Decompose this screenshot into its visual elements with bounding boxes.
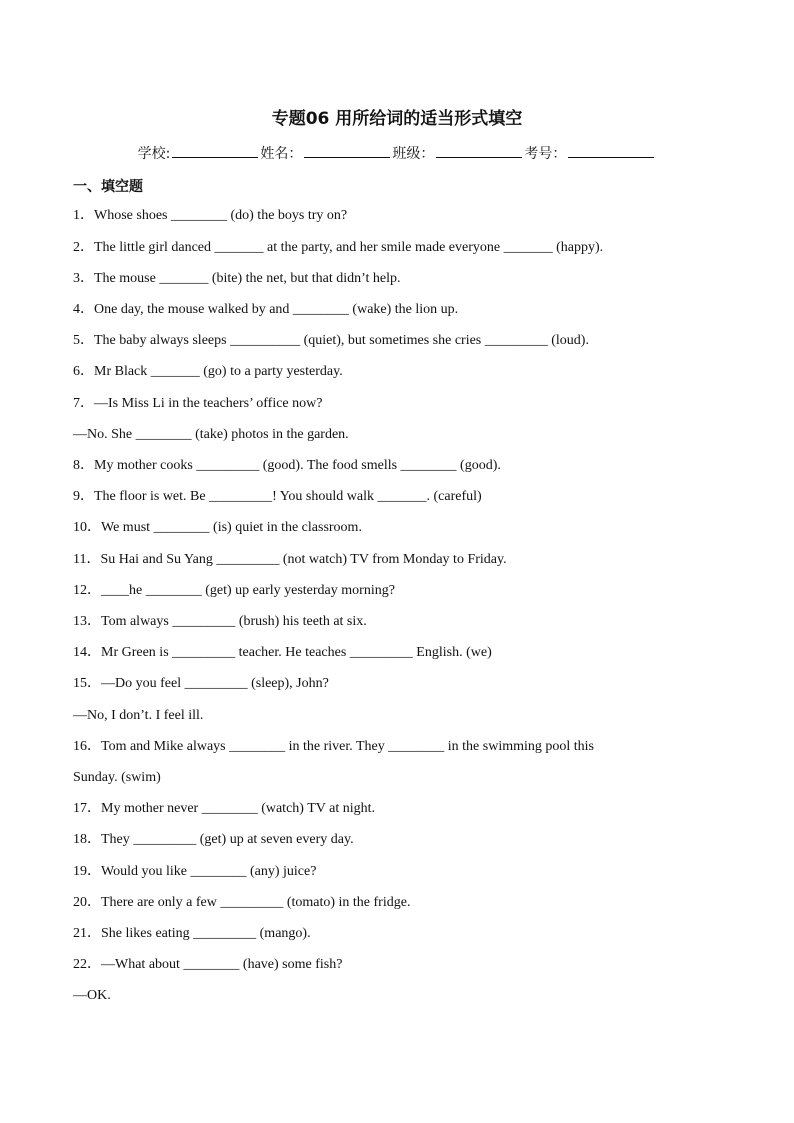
- question-line: 14．Mr Green is _________ teacher. He teaches _________ English. (we): [73, 645, 492, 660]
- exam-number-label: 考号：: [524, 146, 567, 162]
- name-label: 姓名：: [260, 146, 303, 162]
- question-line: —No. She ________ (take) photos in the garden.: [73, 427, 349, 442]
- class-label: 班级：: [392, 146, 435, 162]
- question-line: 2．The little girl danced _______ at the party, and her smile made everyone _______ (happy).: [73, 240, 604, 255]
- name-field: [260, 143, 392, 163]
- question-line: 21．She likes eating _________ (mango).: [73, 926, 311, 941]
- class-field: [392, 143, 524, 163]
- question-line: Sunday. (swim): [73, 770, 161, 785]
- question-line: —OK.: [73, 988, 111, 1003]
- question-line: 18．They _________ (get) up at seven every day.: [73, 832, 354, 847]
- question-line: 22．—What about ________ (have) some fish?: [73, 957, 343, 972]
- question-line: 11．Su Hai and Su Yang _________ (not watch) TV from Monday to Friday.: [73, 552, 507, 567]
- question-line: 3．The mouse _______ (bite) the net, but that didn’t help.: [73, 271, 401, 286]
- question-line: 10．We must ________ (is) quiet in the classroom.: [73, 520, 362, 535]
- question-line: 20．There are only a few _________ (tomato) in the fridge.: [73, 895, 411, 910]
- question-line: 5．The baby always sleeps __________ (quiet), but sometimes she cries _________ (loud).: [73, 333, 589, 348]
- school-blank[interactable]: [172, 143, 258, 158]
- question-line: 19．Would you like ________ (any) juice?: [73, 864, 317, 879]
- school-field: [138, 143, 261, 163]
- section-title: 一、填空题: [73, 179, 143, 195]
- question-line: 8．My mother cooks _________ (good). The food smells ________ (good).: [73, 458, 501, 473]
- question-line: 12．____he ________ (get) up early yesterday morning?: [73, 583, 395, 598]
- class-blank[interactable]: [436, 143, 522, 158]
- question-line: 7．—Is Miss Li in the teachers’ office now?: [73, 396, 323, 411]
- exam-number-blank[interactable]: [568, 143, 654, 158]
- page-title: 专题06 用所给词的适当形式填空: [271, 109, 523, 129]
- question-line: 6．Mr Black _______ (go) to a party yesterday.: [73, 364, 343, 379]
- question-line: 16．Tom and Mike always ________ in the river. They ________ in the swimming pool this: [73, 739, 594, 754]
- school-label: 学校:: [137, 146, 171, 162]
- name-blank[interactable]: [304, 143, 390, 158]
- question-line: 13．Tom always _________ (brush) his teeth at six.: [73, 614, 367, 629]
- question-line: 17．My mother never ________ (watch) TV at night.: [73, 801, 375, 816]
- question-line: —No, I don’t. I feel ill.: [73, 708, 204, 723]
- question-line: 4．One day, the mouse walked by and ________ (wake) the lion up.: [73, 302, 459, 317]
- question-line: 9．The floor is wet. Be _________! You should walk _______. (careful): [73, 489, 482, 504]
- question-line: 15．—Do you feel _________ (sleep), John?: [73, 676, 329, 691]
- student-info-row: [0, 143, 794, 163]
- question-line: 1．Whose shoes ________ (do) the boys try on?: [73, 208, 348, 223]
- exam-number-field: [524, 143, 656, 163]
